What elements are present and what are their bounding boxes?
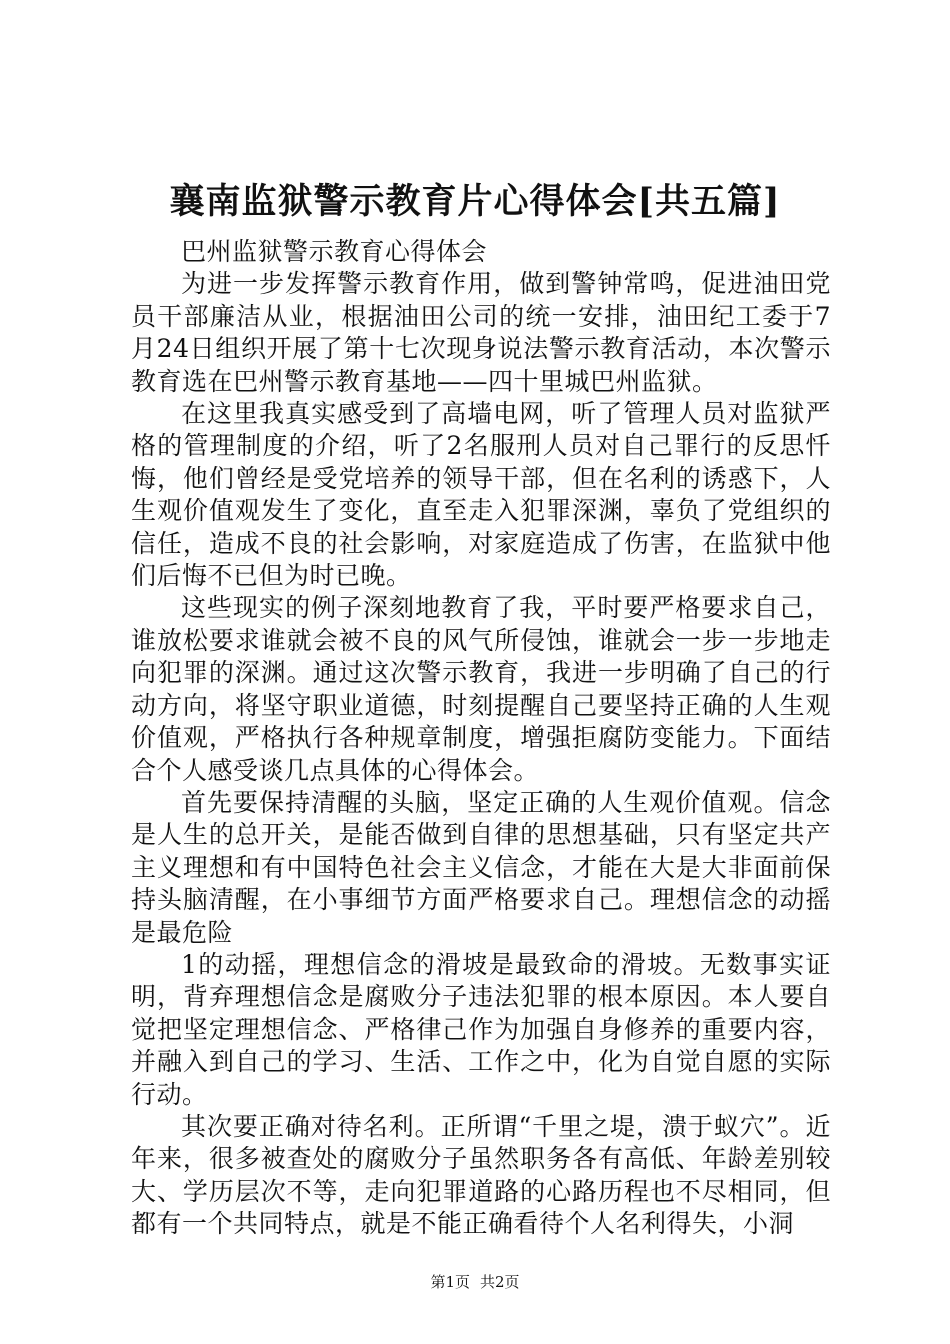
paragraph: 1的动摇，理想信念的滑坡是最致命的滑坡。无数事实证明，背弃理想信念是腐败分子违法犯罪的根本原因。本人要自觉把坚定理想信念、严格律己作为加强自身修养的重要内容，并融入到自己的学习、生活、工作之中，化为自觉自愿的实际行动。 <box>131 949 831 1109</box>
page-footer <box>0 1272 950 1292</box>
page-total: 共2页 <box>480 1273 520 1291</box>
document-title: 襄南监狱警示教育片心得体会[共五篇] <box>169 181 781 222</box>
document-body <box>131 236 831 1241</box>
paragraph: 在这里我真实感受到了高墙电网，听了管理人员对监狱严格的管理制度的介绍，听了2名服刑人员对自己罪行的反思忏悔，他们曾经是受党培养的领导干部，但在名利的诱惑下，人生观价值观发生了变化，直至走入犯罪深渊，辜负了党组织的信任，造成不良的社会影响，对家庭造成了伤害，在监狱中他们后悔不已但为时已晚。 <box>131 399 831 591</box>
paragraph: 这些现实的例子深刻地教育了我，平时要严格要求自己，谁放松要求谁就会被不良的风气所侵蚀，谁就会一步一步地走向犯罪的深渊。通过这次警示教育，我进一步明确了自己的行动方向，将坚守职业道德，时刻提醒自己要坚持正确的人生观价值观，严格执行各种规章制度，增强拒腐防变能力。下面结合个人感受谈几点具体的心得体会。 <box>131 593 831 785</box>
paragraph-subtitle: 巴州监狱警示教育心得体会 <box>181 237 488 266</box>
page-number: 第1页 <box>430 1273 470 1291</box>
paragraph: 其次要正确对待名利。正所谓“千里之堤，溃于蚁穴”。近年来，很多被查处的腐败分子虽然职务各有高低、年龄差别较大、学历层次不等，走向犯罪道路的心路历程也不尽相同，但都有一个共同特点，就是不能正确看待个人名利得失，小洞 <box>131 1111 831 1239</box>
paragraph: 首先要保持清醒的头脑，坚定正确的人生观价值观。信念是人生的总开关，是能否做到自律的思想基础，只有坚定共产主义理想和有中国特色社会主义信念，才能在大是大非面前保持头脑清醒，在小事细节方面严格要求自己。理想信念的动摇是最危险 <box>131 787 831 947</box>
paragraph: 为进一步发挥警示教育作用，做到警钟常鸣，促进油田党员干部廉洁从业，根据油田公司的统一安排，油田纪工委于7月24日组织开展了第十七次现身说法警示教育活动，本次警示教育选在巴州警示教育基地——四十里城巴州监狱。 <box>131 269 831 396</box>
